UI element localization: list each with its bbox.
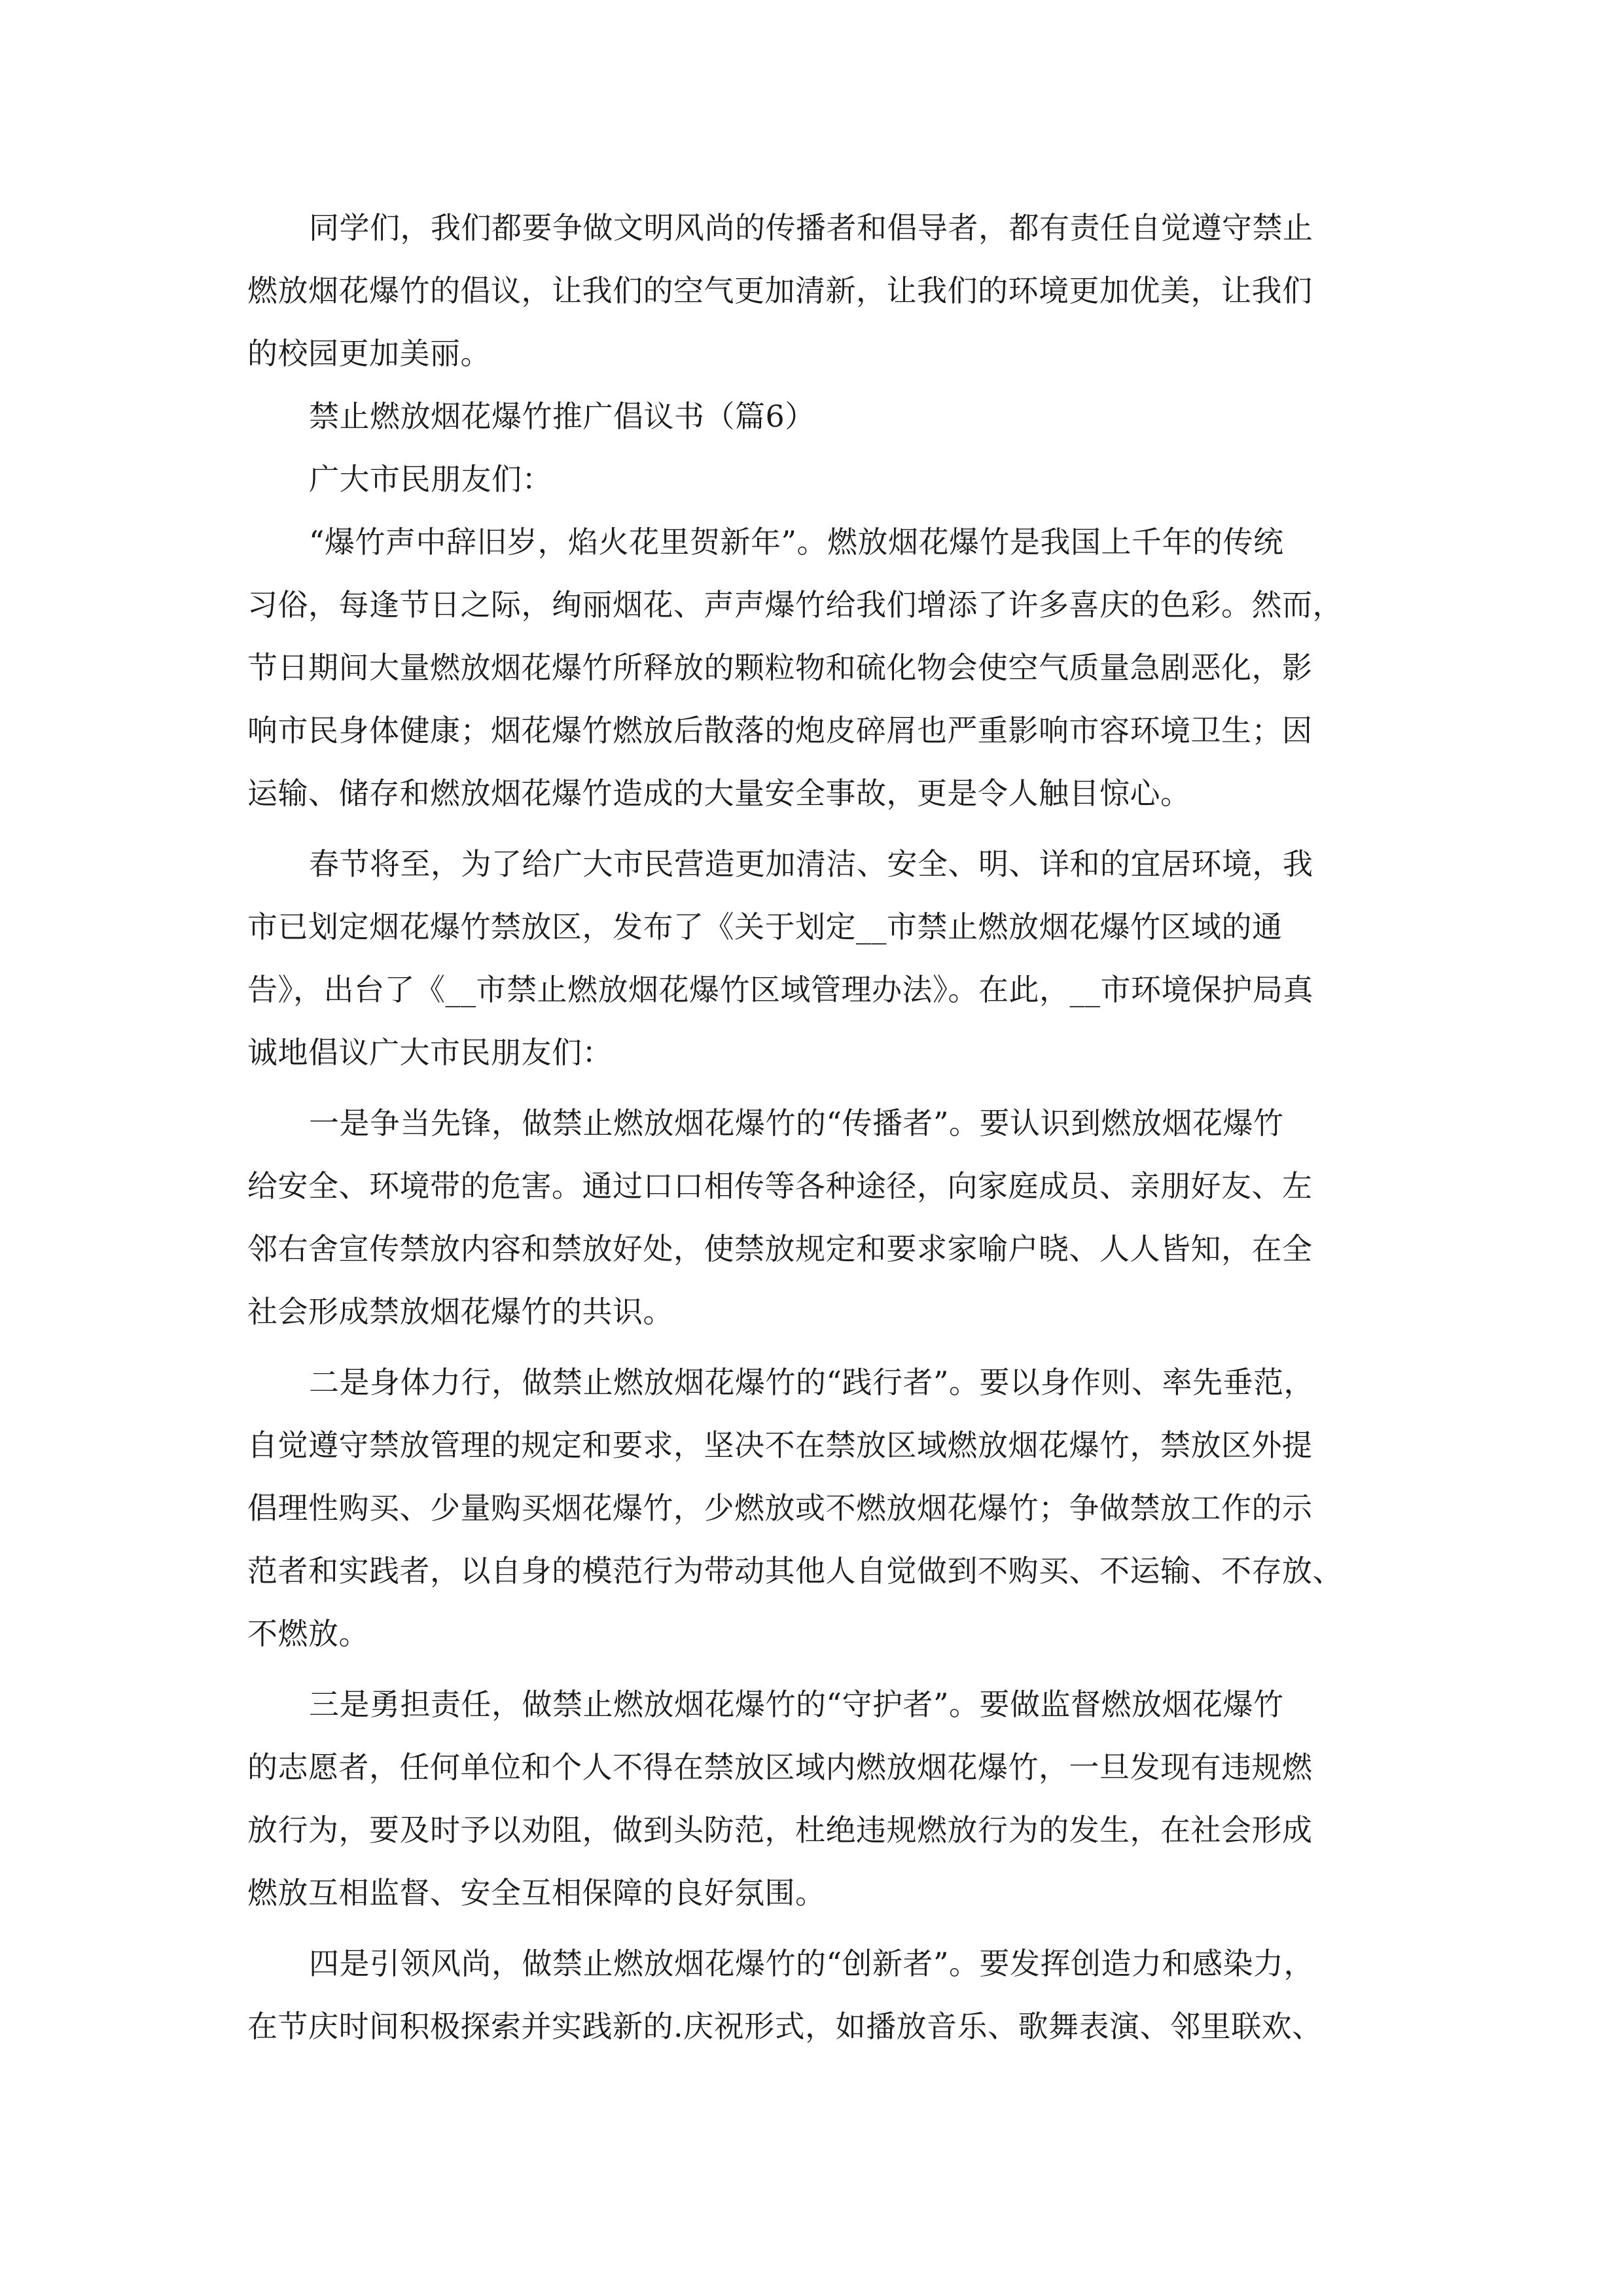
text-line: 响市民身体健康；烟花爆竹燃放后散落的炮皮碎屑也严重影响市容环境卫生；因 (247, 713, 1313, 748)
text-line: 倡理性购买、少量购买烟花爆竹，少燃放或不燃放烟花爆竹；争做禁放工作的示 (247, 1490, 1313, 1526)
text-line: 市已划定烟花爆竹禁放区，发布了《关于划定__市禁止燃放烟花爆竹区域的通 (247, 909, 1283, 944)
salutation: 广大市民朋友们： (309, 461, 552, 497)
text-line: 运输、储存和燃放烟花爆竹造成的大量安全事故，更是令人触目惊心。 (247, 776, 1191, 811)
text-line: 一是争当先锋，做禁止燃放烟花爆竹的“传播者”。要认识到燃放烟花爆竹 (309, 1105, 1284, 1141)
text-line: 诚地倡议广大市民朋友们： (247, 1035, 613, 1070)
text-line: 社会形成禁放烟花爆竹的共识。 (247, 1294, 673, 1329)
text-line: 自觉遵守禁放管理的规定和要求，坚决不在禁放区域燃放烟花爆竹，禁放区外提 (247, 1427, 1313, 1463)
text-line: 在节庆时间积极探索并实践新的.庆祝形式，如播放音乐、歌舞表演、邻里联欢、 (247, 2009, 1323, 2044)
text-line: 的校园更加美丽。 (247, 336, 491, 371)
text-line: 习俗，每逢节日之际，绚丽烟花、声声爆竹给我们增添了许多喜庆的色彩。然而， (247, 587, 1343, 622)
text-line: 四是引领风尚，做禁止燃放烟花爆竹的“创新者”。要发挥创造力和感染力， (309, 1946, 1315, 1981)
text-line: 春节将至，为了给广大市民营造更加清洁、安全、明、详和的宜居环境，我 (309, 846, 1313, 882)
text-line: 范者和实践者，以自身的模范行为带动其他人自觉做到不购买、不运输、不存放、 (247, 1553, 1343, 1588)
section-title: 禁止燃放烟花爆竹推广倡议书（篇6） (309, 399, 815, 434)
text-line: 邻右舍宣传禁放内容和禁放好处，使禁放规定和要求家喻户晓、人人皆知，在全 (247, 1231, 1313, 1266)
text-line: 三是勇担责任，做禁止燃放烟花爆竹的“守护者”。要做监督燃放烟花爆竹 (309, 1687, 1284, 1722)
text-line: 放行为，要及时予以劝阻，做到头防范，杜绝违规燃放行为的发生，在社会形成 (247, 1812, 1313, 1848)
text-line: 二是身体力行，做禁止燃放烟花爆竹的“践行者”。要以身作则、率先垂范， (309, 1365, 1315, 1400)
text-line: 燃放烟花爆竹的倡议，让我们的空气更加清新，让我们的环境更加优美，让我们 (247, 273, 1313, 308)
text-line: “爆竹声中辞旧岁，焰火花里贺新年”。燃放烟花爆竹是我国上千年的传统 (309, 524, 1284, 560)
text-line: 不燃放。 (247, 1616, 369, 1651)
text-line: 的志愿者，任何单位和个人不得在禁放区域内燃放烟花爆竹，一旦发现有违规燃 (247, 1749, 1313, 1785)
text-line: 节日期间大量燃放烟花爆竹所释放的颗粒物和硫化物会使空气质量急剧恶化，影 (247, 650, 1313, 685)
text-line: 同学们，我们都要争做文明风尚的传播者和倡导者，都有责任自觉遵守禁止 (309, 210, 1313, 245)
text-line: 告》，出台了《__市禁止燃放烟花爆竹区域管理办法》。在此，__市环境保护局真 (247, 972, 1313, 1007)
text-line: 给安全、环境带的危害。通过口口相传等各种途径，向家庭成员、亲朋好友、左 (247, 1168, 1313, 1204)
text-line: 燃放互相监督、安全互相保障的良好氛围。 (247, 1875, 826, 1910)
